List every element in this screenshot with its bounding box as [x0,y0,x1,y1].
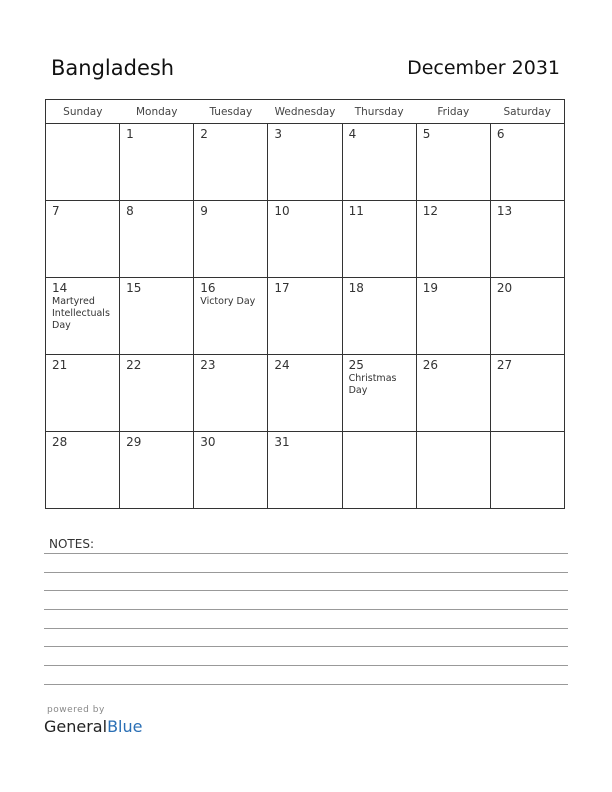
day-cell-2 [194,124,268,201]
day-number: 8 [126,204,134,218]
day-number: 11 [348,204,364,218]
day-number: 31 [274,435,290,449]
day-cell-26 [416,355,490,432]
day-cell-29 [120,432,194,509]
note-line [44,684,568,685]
day-cell-18 [342,278,416,355]
week-row [46,201,565,278]
day-cell-19 [416,278,490,355]
day-cell-empty [342,432,416,509]
note-line [44,665,568,666]
day-cell-3 [268,124,342,201]
day-number: 24 [274,358,290,372]
weekday-thursday: Thursday [342,100,416,124]
day-cell-12 [416,201,490,278]
day-number: 23 [200,358,216,372]
day-number: 21 [52,358,68,372]
day-cell-17 [268,278,342,355]
holiday-label: Victory Day [200,296,256,307]
day-number: 7 [52,204,60,218]
holiday-label: Christmas Day [348,373,397,396]
day-cell-31 [268,432,342,509]
week-row [46,355,565,432]
day-cell-9 [194,201,268,278]
day-number: 27 [496,358,513,372]
day-cell-1 [120,124,194,201]
day-number: 10 [274,204,290,218]
brand-general: General [44,717,108,736]
day-number: 17 [274,281,290,295]
notes-label: NOTES: [49,537,94,551]
weekday-header-row [46,100,565,124]
day-cell-10 [268,201,342,278]
day-number: 22 [126,358,142,372]
day-cell-22 [120,355,194,432]
day-cell-8 [120,201,194,278]
weekday-saturday: Saturday [490,100,564,124]
month-title: December 2031 [407,57,560,79]
day-cell-20 [490,278,564,355]
note-line [44,572,568,573]
day-number: 20 [496,281,513,295]
day-number: 26 [422,358,438,372]
week-row [46,124,565,201]
day-number: 29 [126,435,142,449]
day-number: 15 [126,281,142,295]
day-cell-empty [416,432,490,509]
day-cell-empty [490,432,564,509]
day-cell-15 [120,278,194,355]
day-number: 16 [200,281,216,295]
day-number: 25 [348,358,364,372]
day-number: 14 [52,281,68,295]
note-line [44,646,568,647]
note-line [44,628,568,629]
weekday-wednesday: Wednesday [268,100,342,124]
note-line [44,553,568,554]
day-cell-27 [490,355,564,432]
day-cell-25 [342,355,416,432]
day-number: 6 [496,127,505,141]
day-number: 1 [126,127,134,141]
holiday-label: Martyred Intellectuals Day [52,296,110,331]
week-row [46,432,565,509]
day-cell-14 [46,278,120,355]
day-cell-28 [46,432,120,509]
weekday-tuesday: Tuesday [194,100,268,124]
calendar-grid [45,99,565,509]
day-cell-30 [194,432,268,509]
generalblue-logo [44,717,142,736]
powered-by-text: powered by [47,705,105,715]
day-number: 2 [200,127,208,141]
day-number: 3 [274,127,283,141]
day-number: 5 [422,127,431,141]
weekday-monday: Monday [120,100,194,124]
note-line [44,609,568,610]
day-cell-empty [46,124,120,201]
day-number: 19 [422,281,438,295]
weekday-sunday: Sunday [46,100,120,124]
day-cell-11 [342,201,416,278]
day-cell-16 [194,278,268,355]
day-number: 18 [348,281,364,295]
day-cell-6 [490,124,564,201]
day-number: 4 [348,127,357,141]
day-number: 28 [52,435,68,449]
week-row [46,278,565,355]
day-cell-13 [490,201,564,278]
day-cell-4 [342,124,416,201]
country-title: Bangladesh [51,56,175,80]
day-number: 9 [200,204,208,218]
weekday-friday: Friday [416,100,490,124]
day-number: 12 [422,204,438,218]
day-number: 30 [200,435,216,449]
day-cell-24 [268,355,342,432]
day-cell-7 [46,201,120,278]
day-cell-5 [416,124,490,201]
day-cell-23 [194,355,268,432]
note-line [44,590,568,591]
day-cell-21 [46,355,120,432]
brand-blue: Blue [107,717,143,736]
day-number: 13 [496,204,513,218]
